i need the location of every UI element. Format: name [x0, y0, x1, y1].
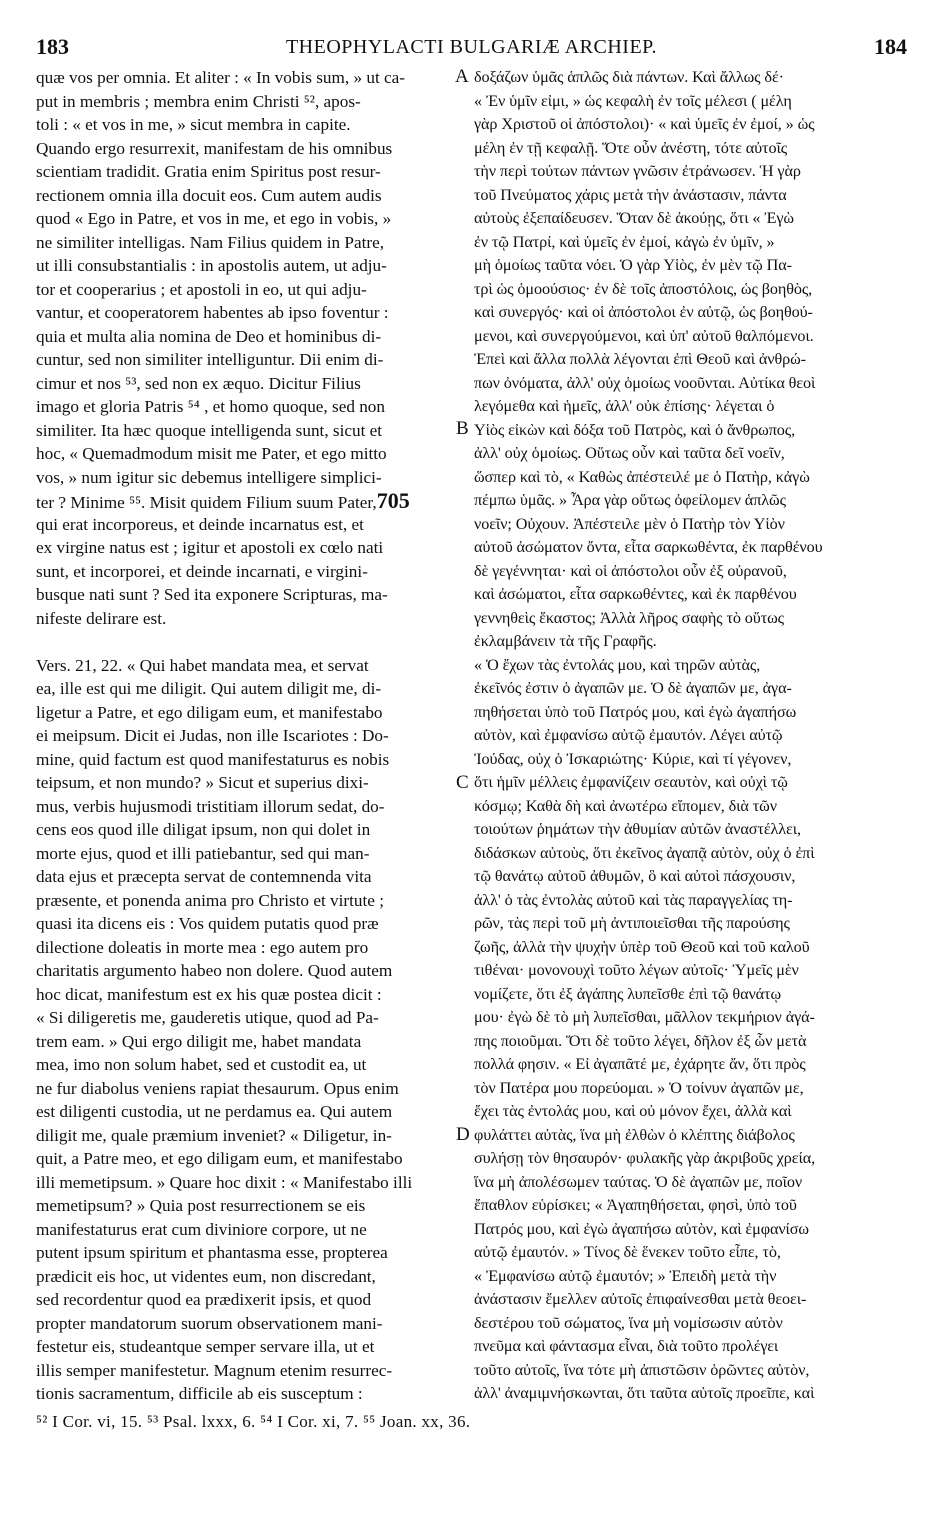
text-line: τιθέναι· μονονουχὶ τοῦτο λέγων αὐτοῖς· Ὑμεῖς μὲν	[474, 961, 799, 979]
text-line: sed recordentur quod ea prædixerit ipsis, et quod	[36, 1290, 372, 1309]
text-line: ἀνάστασιν ἔμελλεν αὐτοῖς ἐπιφαίνεσθαι μετὰ θεοει-	[474, 1290, 807, 1308]
text-line: ἔχει τὰς ἐντολάς μου, καὶ οὐ μόνον ἔχει, ἀλλὰ καὶ	[474, 1102, 792, 1120]
verse-label: Vers. 21, 22.	[36, 655, 123, 675]
text-line: ἐν τῷ Πατρί, καὶ ὑμεῖς ἐν ἐμοί, κἀγὼ ἐν ὑμῖν, »	[474, 232, 775, 251]
text-line: illi memetipsum. » Quare hoc dixit : « Manifestabo illi	[36, 1172, 413, 1192]
text-line: quit, a Patre meo, et ego diligam eum, et manifestabo	[36, 1149, 403, 1168]
text-line: ὅτι ἡμῖν μέλλεις ἐμφανίζειν σεαυτὸν, καὶ οὐχὶ τῷ	[474, 773, 788, 791]
text-line: ei meipsum. Dicit ei Judas, non ille Iscariotes : Do-	[36, 726, 389, 745]
text-line: tionis sacramentum, difficile ab eis susceptum :	[36, 1384, 363, 1403]
text-line: est diligenti custodia, ut ne perdamus ea. Qui autem	[36, 1102, 393, 1121]
original-page-mark: 705	[376, 489, 410, 513]
section-marker-a: A	[455, 66, 469, 87]
text-line: quæ vos per omnia. Et aliter : « In vobis sum, » ut ca-	[36, 68, 405, 87]
text-line: πων ὀνόματα, ἀλλ' οὐχ ὁμοίως νοοῦνται. Αὐτίκα θεοὶ	[474, 373, 816, 392]
text-line: put in membris ; membra enim Christi ⁵², apos-	[36, 91, 361, 111]
text-line: διδάσκων αὐτοὺς, ὅτι ἐκεῖνος ἀγαπᾷ αὐτὸν, οὐχ ὁ ἐπὶ	[474, 843, 815, 862]
text-line: prædicit eis hoc, ut videntes eum, non discredant,	[36, 1266, 376, 1286]
running-title: THEOPHYLACTI BULGARIÆ ARCHIEP.	[285, 36, 658, 58]
text-line: cuntur, sed non similiter intelliguntur. Dii enim di-	[36, 350, 384, 369]
section-marker-c: C	[456, 772, 469, 793]
text-line: mine, quid factum est quod manifestaturus es nobis	[36, 749, 390, 769]
text-line: nifeste delirare est.	[36, 608, 167, 628]
footnotes: ⁵² I Cor. vi, 15. ⁵³ Psal. lxxx, 6. ⁵⁴ I Cor. xi, 7. ⁵⁵ Joan. xx, 36.	[36, 1412, 471, 1431]
text-line: propter mandatorum suorum observationem mani-	[36, 1313, 383, 1333]
text-line: ἐκλαμβάνειν τὰ τῆς Γραφῆς.	[474, 632, 657, 650]
text-line: νοεῖν; Οὐχουν. Ἀπέστειλε μὲν ὁ Πατὴρ τὸν Υἱὸν	[474, 514, 785, 533]
text-line: καὶ ἀσώματοι, εἶτα σαρκωθέντες, καὶ ἐκ παρθένου	[474, 585, 797, 603]
text-line: « Ἐν ὑμῖν εἰμι, » ὡς κεφαλὴ ἐν τοῖς μέλεσι ( μέλη	[474, 91, 792, 110]
text-line: πνεῦμα καὶ φάντασμα εἶναι, διὰ τοῦτο προλέγει	[474, 1337, 779, 1355]
text-line: λεγόμεθα καὶ ἡμεῖς, ἀλλ' οὐκ ἐπίσης· λέγεται ὁ	[474, 397, 775, 415]
blank-line	[36, 630, 454, 654]
text-line: δὲ γεγέννηται· καὶ οἱ ἀπόστολοι οὖν ἐξ οὐρανοῦ,	[474, 561, 787, 580]
text-line: ne similiter intelligas. Nam Filius quidem in Patre,	[36, 232, 385, 252]
text-line: νομίζετε, ὅτι ἐξ ἀγάπης λυπεῖσθε ἐπὶ τῷ θανάτῳ	[474, 984, 782, 1003]
text-line: teipsum, et non mundo? » Sicut et superius dixi-	[36, 773, 369, 792]
text-line: quasi ita dicens eis : Vos quidem putatis quod præ	[36, 914, 379, 933]
text-line: μου· ἐγὼ δὲ τὸ μὴ λυπεῖσθαι, μᾶλλον τεκμήριον ἀγά-	[474, 1008, 815, 1026]
text-line: ἵνα μὴ ἀπολέσωμεν ταύτας. Ὁ δὲ ἀγαπῶν με, ποῖον	[474, 1172, 803, 1191]
text-line: trem eam. » Qui ergo diligit me, habet mandata	[36, 1031, 362, 1051]
left-page-number: 183	[36, 34, 69, 59]
text-line: τοῦ Πνεύματος χάρις μετὰ τὴν ἀνάστασιν, πάντα	[474, 185, 787, 204]
text-line: πολλά φησιν. « Εἰ ἀγαπᾶτέ με, ἐχάρητε ἄν, ὅτι πρὸς	[474, 1055, 806, 1073]
text-line: præsente, et ponenda anima pro Christo et virtute ;	[36, 890, 384, 910]
text-line: αὐτοὺς ἐξεπαίδευσεν. Ὅταν δὲ ἀκούῃς, ὅτι « Ἐγὼ	[474, 209, 794, 227]
text-line: quod « Ego in Patre, et vos in me, et ego in vobis, »	[36, 209, 392, 228]
text-line: busque nati sunt ? Sed ita exponere Scripturas, ma-	[36, 585, 388, 604]
text-line: Πατρός μου, καὶ ἐγὼ ἀγαπήσω αὐτὸν, καὶ ἐμφανίσω	[474, 1219, 809, 1238]
text-line: αὐτοῦ ἀσώματον ὄντα, εἶτα σαρκωθέντα, ἐκ παρθένου	[474, 538, 823, 556]
text-line: τοιούτων ῥημάτων τὴν ἀθυμίαν αὐτῶν ἀναστέλλει,	[474, 820, 801, 838]
text-line: scientiam tradidit. Gratia enim Spiritus post resur-	[36, 162, 381, 181]
text-line: ἐκεῖνός ἐστιν ὁ ἀγαπῶν με. Ὁ δὲ ἀγαπῶν με, ἀγα-	[474, 679, 792, 697]
text-line: ρῶν, τὰς περὶ τοῦ μὴ ἀντιποιεῖσθαι τῆς παρούσης	[474, 914, 790, 932]
text-line: πης ποιοῦμαι. Ὅτι δὲ τοῦτο λέγει, δῆλον ἐξ ὧν μετὰ	[474, 1031, 807, 1050]
text-line: putent ipsum spiritum et phantasma esse, propterea	[36, 1243, 388, 1262]
text-line: cens eos quod ille diligat ipsum, non qui dolet in	[36, 820, 371, 839]
text-line: τρὶ ὡς ὁμοούσιος· ἐν δὲ τοῖς ἀποστόλοις, ὡς βοηθὸς,	[474, 279, 813, 298]
text-line: γὰρ Χριστοῦ οἱ ἀπόστολοι)· « καὶ ὑμεῖς ἐν ἐμοί, » ὡς	[474, 115, 815, 133]
text-line-span: ter ? Minime ⁵⁵. Misit quidem Filium suum Pater,	[36, 493, 377, 512]
text-line: mea, imo non solum habet, sed et custodit ea, ut	[36, 1055, 367, 1074]
text-line: vantur, et cooperatorem habentes ab ipso foventur :	[36, 303, 389, 322]
text-line: « Si diligeretis me, gauderetis utique, quod ad Pa-	[36, 1008, 379, 1027]
text-line: tor et cooperarius ; et apostoli in eo, ut qui adju-	[36, 279, 367, 299]
text-line: τὸν Πατέρα μου πορεύομαι. » Ὁ τοίνυν ἀγαπῶν με,	[474, 1078, 804, 1097]
text-line: ut illi consubstantialis : in apostolis autem, ut adju-	[36, 256, 387, 275]
text-line: ligetur a Patre, et ego diligam eum, et manifestabo	[36, 702, 383, 722]
text-line: qui erat incorporeus, et deinde incarnatus est, et	[36, 514, 364, 534]
text-line: Quando ergo resurrexit, manifestam de his omnibus	[36, 138, 393, 158]
text-line: toli : « et vos in me, » sicut membra in capite.	[36, 115, 351, 134]
text-line: illis semper manifestetur. Magnum etenim resurrec-	[36, 1360, 393, 1380]
text-line: πηθήσεται ὑπὸ τοῦ Πατρός μου, καὶ ἐγὼ ἀγαπήσω	[474, 702, 797, 721]
text-line: συλήσῃ τὸν θησαυρόν· φυλακῆς γὰρ ἀκριβοῦς χρεία,	[474, 1149, 816, 1167]
text-line: κόσμῳ; Καθὰ δὴ καὶ ἀνωτέρω εἴπομεν, διὰ τῶν	[474, 796, 777, 815]
text-line: ἀλλ' οὐχ ὁμοίως. Οὕτως οὖν καὶ ταῦτα δεῖ νοεῖν,	[474, 444, 785, 462]
text-line: hoc dicat, manifestum est ex his quæ postea dicit :	[36, 984, 382, 1004]
text-line: Ἐπεὶ καὶ ἄλλα πολλὰ λέγονται ἐπὶ Θεοῦ καὶ ἀνθρώ-	[474, 350, 806, 368]
text-line: ἀλλ' ἀναμιμνήσκωνται, ὅτι ταῦτα αὐτοῖς προεῖπε, καὶ	[474, 1384, 815, 1402]
text-line: sunt, et incorporei, et deinde incarnati, e virgini-	[36, 561, 368, 581]
greek-column	[474, 66, 894, 1406]
text-line: μὴ ὁμοίως ταῦτα νόει. Ὁ γὰρ Υἱὸς, ἐν μὲν τῷ Πα-	[474, 256, 792, 274]
text-line: ne fur diabolus veniens rapiat thesaurum. Opus enim	[36, 1078, 399, 1098]
text-line: festetur eis, studeantque semper servare illa, ut et	[36, 1337, 375, 1356]
text-line: hoc, « Quemadmodum misit me Pater, et ego mitto	[36, 444, 387, 463]
text-line: similiter. Ita hæc quoque intelligenda sunt, sicut et	[36, 420, 383, 440]
text-line: μέλη ἐν τῇ κεφαλῇ. Ὅτε οὖν ἀνέστη, τότε αὐτοῖς	[474, 138, 788, 157]
text-line: δεστέρου τοῦ σώματος, ἵνα μὴ νομίσωσιν αὐτὸν	[474, 1313, 783, 1332]
running-header	[36, 34, 907, 62]
text-line: charitatis argumento habeo non dolere. Quod autem	[36, 961, 393, 980]
text-line: morte ejus, quod et illi patiebantur, sed qui man-	[36, 843, 370, 863]
text-line: φυλάττει αὐτὰς, ἵνα μὴ ἐλθὼν ὁ κλέπτης διάβολος	[474, 1125, 795, 1144]
text-line: αὐτὸν, καὶ ἐμφανίσω αὐτῷ ἐμαυτόν. Λέγει αὐτῷ	[474, 726, 783, 744]
text-line: dilectione doleatis in morte mea : ego autem pro	[36, 937, 369, 957]
text-line: mus, verbis hujusmodi tristitiam illorum sedat, do-	[36, 796, 385, 816]
text-line: ea, ille est qui me diligit. Qui autem diligit me, di-	[36, 679, 382, 698]
verse-first-line: « Qui habet mandata mea, et servat	[122, 655, 369, 675]
text-line: vos, » num igitur sic debemus intelligere simplici-	[36, 467, 382, 487]
text-line: ex virgine natus est ; igitur et apostoli ex cœlo nati	[36, 538, 384, 557]
right-page-number: 184	[874, 34, 907, 59]
text-line: τοῦτο αὐτοῖς, ἵνα τότε μὴ ἀπιστῶσιν ὁρῶντες αὐτὸν,	[474, 1360, 810, 1379]
text-line: τὴν περὶ τούτων πάντων γνῶσιν ἐτράνωσεν. Ἡ γὰρ	[474, 162, 801, 180]
text-line: ἀλλ' ὁ τὰς ἐντολὰς αὐτοῦ καὶ τὰς παραγγελίας τη-	[474, 890, 793, 909]
text-line: γεννηθεὶς ἕκαστος; Ἀλλὰ λῆρος σαφὴς τὸ οὕτως	[474, 608, 784, 627]
text-line: diligit me, quale præmium inveniet? « Diligetur, in-	[36, 1125, 392, 1145]
text-line: « Ὁ ἔχων τὰς ἐντολάς μου, καὶ τηρῶν αὐτὰς,	[474, 655, 761, 674]
text-line: imago et gloria Patris ⁵⁴ , et homo quoque, sed non	[36, 397, 385, 416]
text-line: δοξάζων ὑμᾶς ἁπλῶς διὰ πάντων. Καὶ ἄλλως δέ·	[474, 68, 784, 86]
text-line	[36, 489, 454, 513]
latin-column	[36, 66, 454, 1406]
text-line: data ejus et præcepta servat de contemnenda vita	[36, 867, 372, 886]
text-line: μενοι, καὶ συνεργούμενοι, καὶ ὑπ' αὐτοῦ θαλπόμενοι.	[474, 326, 814, 345]
text-line: αὐτῷ ἐμαυτόν. » Τίνος δὲ ἕνεκεν τοῦτο εἶπε, τὸ,	[474, 1243, 781, 1261]
text-line: memetipsum? » Quia post resurrectionem se eis	[36, 1196, 366, 1215]
section-marker-b: B	[456, 418, 469, 439]
text-line: cimur et nos ⁵³, sed non ex æquo. Dicitur Filius	[36, 373, 361, 393]
verse-heading-line	[36, 654, 454, 678]
text-line: Ἰούδας, οὐχ ὁ Ἰσκαριώτης· Κύριε, καὶ τί γέγονεν,	[474, 749, 792, 768]
text-line: καὶ συνεργός· καὶ οἱ ἀπόστολοι ἐν αὐτῷ, ὡς βοηθού-	[474, 303, 813, 321]
text-line: πέμπω ὑμᾶς. » Ἆρα γὰρ οὕτως ὀφείλομεν ἁπλῶς	[474, 491, 786, 509]
text-line: rectionem omnia illa docuit eos. Cum autem audis	[36, 185, 382, 205]
text-line: Υἱὸς εἰκὼν καὶ δόξα τοῦ Πατρὸς, καὶ ὁ ἄνθρωπος,	[474, 420, 796, 439]
text-line: ἔπαθλον εὑρίσκει; « Ἀγαπηθήσεται, φησὶ, ὑπὸ τοῦ	[474, 1196, 797, 1214]
text-line: ζωῆς, ἀλλὰ τὴν ψυχὴν ὑπὲρ τοῦ Θεοῦ καὶ τοῦ καλοῦ	[474, 937, 810, 956]
text-line: τῷ θανάτῳ αὐτοῦ ἀθυμῶν, ὃ καὶ αὐτοὶ πάσχουσιν,	[474, 867, 796, 885]
text-line: quia et multa alia nomina de Deo et hominibus di-	[36, 326, 382, 346]
text-line: « Ἐμφανίσω αὐτῷ ἐμαυτόν; » Ἐπειδὴ μετὰ τὴν	[474, 1266, 777, 1285]
section-marker-d: D	[456, 1124, 470, 1145]
text-line: manifestaturus erat cum diviniore corpore, ut ne	[36, 1219, 367, 1239]
text-line: ὥσπερ καὶ τὸ, « Καθὼς ἀπέστειλέ με ὁ Πατὴρ, κἀγὼ	[474, 467, 810, 486]
